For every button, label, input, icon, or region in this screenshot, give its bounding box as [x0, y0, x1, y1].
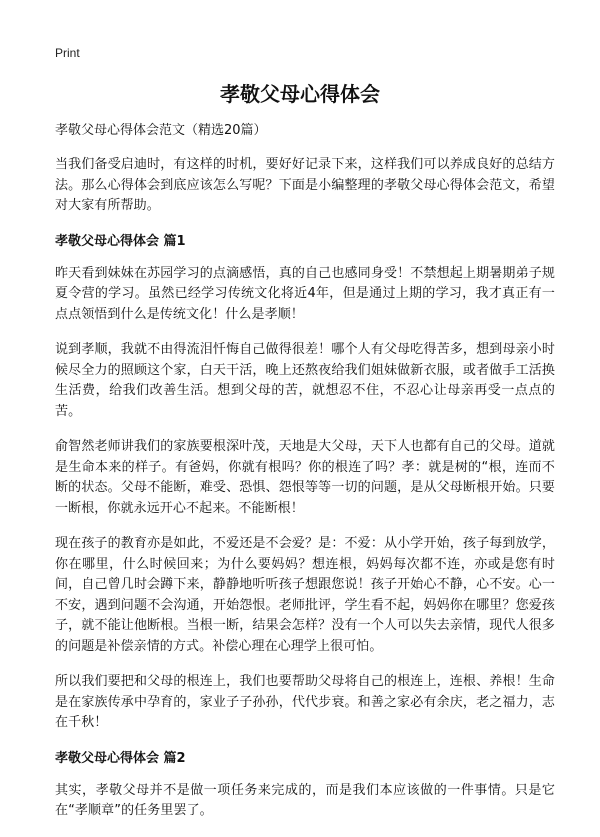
- section-1-paragraph-5: 所以我们要把和父母的根连上，我们也要帮助父母将自己的根连上，连根、养根！生命是在家族传承中孕育的，家业子子孙孙，代代步衰。和善之家必有余庆，老之福力，志在千秋！: [55, 674, 555, 730]
- document-subtitle: 孝敬父母心得体会范文（精选20篇）: [55, 123, 267, 138]
- section-1-paragraph-1: 昨天看到妹妹在苏园学习的点滴感悟，真的自己也感同身受！不禁想起上期暑期弟子规夏令营的学习。虽然已经学习传统文化将近4年，但是通过上期的学习，我才真正有一点点领悟到什么是传统文化！什么是孝顺！: [55, 265, 555, 322]
- section-2-paragraph-1: 其实，孝敬父母并不是做一项任务来完成的，而是我们本应该做的一件事情。只是它在“孝顺章”的任务里罢了。: [55, 782, 555, 818]
- intro-paragraph: 当我们备受启迪时，有这样的时机，要好好记录下来，这样我们可以养成良好的总结方法。那么心得体会到底应该怎么写呢？下面是小编整理的孝敬父母心得体会范文，希望对大家有所帮助。: [55, 157, 555, 213]
- section-1-paragraph-2: 说到孝顺，我就不由得流泪忏悔自己做得很差！哪个人有父母吃得苦多，想到母亲小时候尽全力的照顾这个家，白天干活，晚上还熬夜给我们姐妹做新衣服，或者做手工活换生活费，给我们改善生活。想到父母的苦，就想忍不住，不忍心让母亲再受一点点的苦。: [55, 342, 555, 419]
- section-heading-1: 孝敬父母心得体会 篇1: [55, 233, 186, 249]
- section-heading-2: 孝敬父母心得体会 篇2: [55, 750, 186, 766]
- document-body: [55, 121, 555, 837]
- section-1-paragraph-4: 现在孩子的教育亦是如此，不爱还是不会爱？是：不爱：从小学开始，孩子每到放学，你在哪里，什么时候回来；为什么要妈妈？想连根，妈妈每次都不连，亦或是您有时间，自己曾几时会蹲下来，静静地听听孩子想跟您说！孩子开始心不静，心不安。心一不安，遇到问题不会沟通，开始怨恨。老师批评，学生看不起，妈妈你在哪里？您爱孩子，就不能让他断根。当根一断，结果会怎样？没有一个人可以失去亲情，现代人很多的问题是补偿亲情的方式。补偿心理在心理学上很可怕。: [55, 536, 555, 654]
- section-1-paragraph-3: 俞智然老师讲我们的家族要根深叶茂，天地是大父母，天下人也都有自己的父母。道就是生命本来的样子。有爸妈，你就有根吗？你的根连了吗？孝：就是树的“根，连而不断的状态。父母不能断，难受、恐惧、怨恨等等一切的问题，是从父母断根开始。只要一断根，你就永远开心不起来。不能断根！: [55, 439, 555, 516]
- print-link[interactable]: Print: [55, 46, 80, 60]
- page-title: 孝敬父母心得体会: [220, 82, 380, 106]
